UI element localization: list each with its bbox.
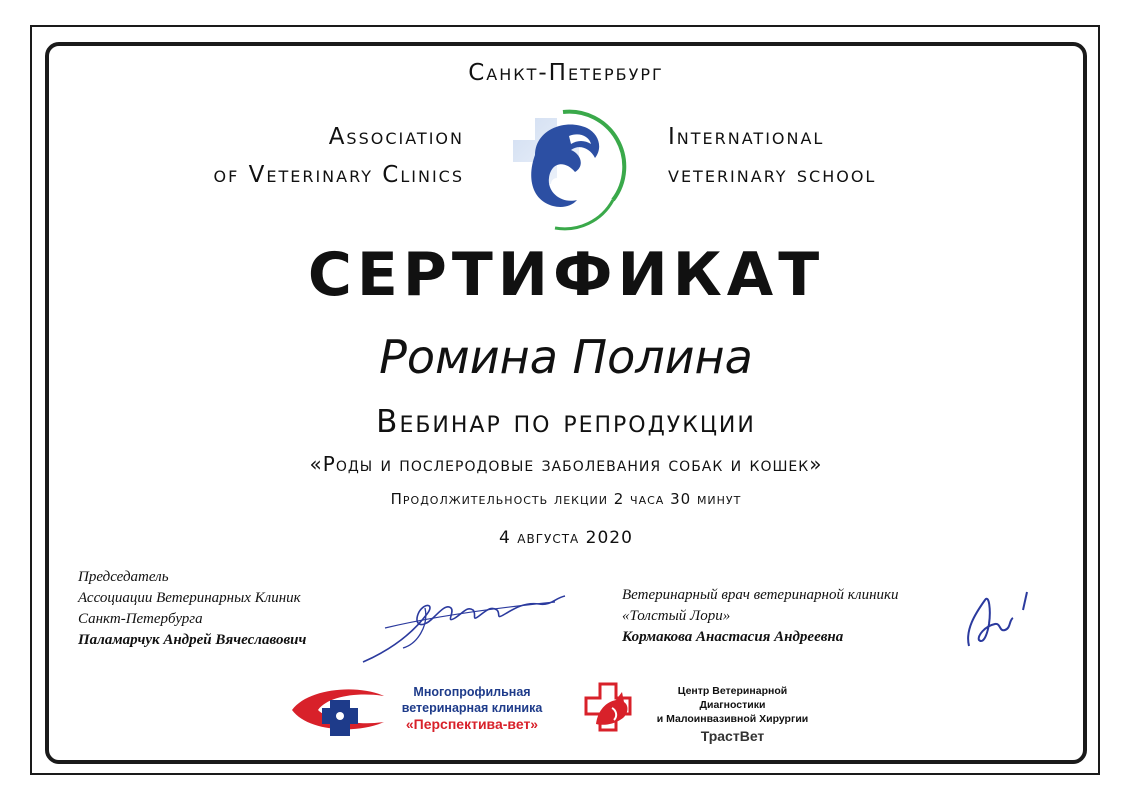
right-signatory-name: Кормакова Анастасия Андреевна — [622, 629, 844, 645]
trustvet-logo — [582, 680, 642, 735]
left-signatory-title-3: Санкт-Петербурга — [78, 611, 203, 627]
left-signatory-title-1: Председатель — [78, 569, 169, 585]
clinic1-line-1: Многопрофильная — [413, 685, 531, 699]
left-handwritten-signature — [355, 578, 570, 668]
school-name — [668, 118, 876, 194]
clinic2-line-1: Центр Ветеринарной Диагностики — [677, 685, 788, 711]
school-line-1: International — [668, 124, 825, 150]
left-signatory-name: Паламарчук Андрей Вячеславович — [78, 632, 307, 648]
association-name — [214, 118, 464, 194]
trustvet-name — [645, 684, 820, 743]
left-signatory — [78, 567, 306, 651]
event-title: Вебинар по репродукции — [376, 404, 756, 440]
certificate-title: СЕРТИФИКАТ — [307, 240, 825, 310]
school-line-2: veterinary school — [668, 162, 877, 188]
right-signatory — [622, 585, 899, 648]
association-line-2: of Veterinary Clinics — [213, 162, 464, 188]
clinic2-line-3: ТрастВет — [700, 728, 765, 744]
association-line-1: Association — [328, 124, 464, 150]
right-handwritten-signature — [955, 580, 1040, 655]
clinic2-line-2: и Малоинвазивной Хирургии — [656, 713, 809, 725]
left-signatory-title-2: Ассоциации Ветеринарных Клиник — [78, 590, 301, 606]
event-date: 4 августа 2020 — [499, 528, 633, 548]
right-signatory-title-1: Ветеринарный врач ветеринарной клиники — [622, 587, 899, 603]
right-signatory-title-2: «Толстый Лори» — [622, 608, 731, 624]
event-topic: «Роды и послеродовые заболевания собак и кошек» — [309, 452, 823, 476]
event-duration: Продолжительность лекции 2 часа 30 минут — [390, 490, 742, 508]
city-heading: Санкт-Петербург — [468, 60, 664, 86]
association-logo — [495, 100, 635, 235]
clinic1-line-2: ветеринарная клиника — [401, 701, 543, 715]
perspektiva-vet-name — [382, 684, 562, 732]
recipient-name: Ромина Полина — [379, 330, 753, 384]
clinic1-line-3: «Перспектива-вет» — [405, 716, 539, 732]
